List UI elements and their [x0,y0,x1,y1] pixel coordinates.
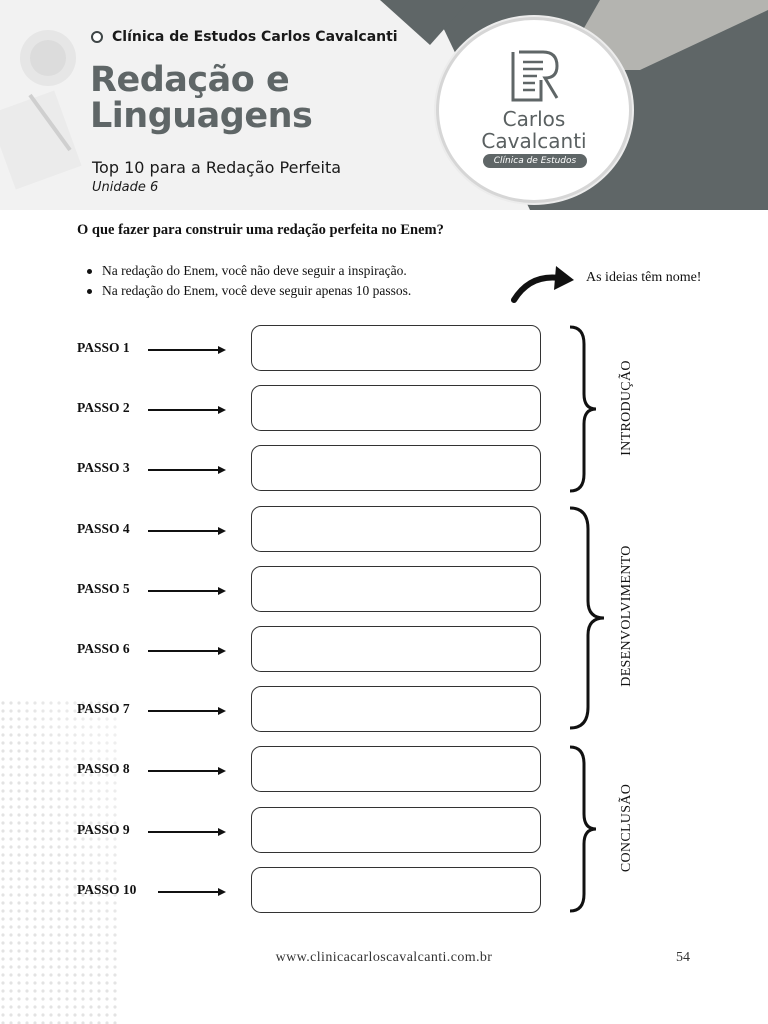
arrow-right-icon [148,586,226,596]
step-answer-box[interactable] [251,325,541,371]
document-logo-icon [439,20,629,110]
logo-name-line-2: Cavalcanti [481,129,587,153]
dot-pattern-decoration [0,700,120,1024]
step-answer-box[interactable] [251,686,541,732]
arrow-right-icon [148,405,226,415]
step-answer-box[interactable] [251,746,541,792]
unit-label: Unidade 6 [92,180,159,195]
section-label-conclusion: CONCLUSÃO [619,783,634,873]
arrow-right-icon [148,345,226,355]
step-answer-box[interactable] [251,506,541,552]
arrow-right-icon [158,887,226,897]
arrow-right-icon [148,646,226,656]
arrow-right-icon [148,827,226,837]
step-answer-box[interactable] [251,807,541,853]
ideas-note: As ideias têm nome! [586,270,702,285]
page-number: 54 [676,950,690,965]
brand-logo [436,17,632,203]
bullet-icon [87,269,92,274]
clinic-bullet-icon [91,31,103,43]
step-label: PASSO 10 [77,882,137,897]
clinic-name: Clínica de Estudos Carlos Cavalcanti [112,29,398,45]
arrow-right-icon [148,465,226,475]
title-line-2: Linguagens [90,96,313,136]
section-label-development: DESENVOLVIMENTO [619,545,634,687]
step-answer-box[interactable] [251,566,541,612]
step-label: PASSO 9 [77,822,130,837]
development-brace-icon [562,505,612,731]
step-answer-box[interactable] [251,626,541,672]
logo-badge: Clínica de Estudos [483,154,587,168]
step-label: PASSO 4 [77,521,130,536]
page-title [90,62,312,134]
step-label: PASSO 8 [77,761,130,776]
footer-url: www.clinicacarloscavalcanti.com.br [275,950,493,965]
list-item: Na redação do Enem, você não deve seguir a inspiração. [84,262,411,282]
page-header [0,0,768,210]
step-label: PASSO 2 [77,400,130,415]
step-label: PASSO 5 [77,581,130,596]
conclusion-brace-icon [562,744,602,914]
bullet-list [84,262,411,302]
arrow-right-icon [148,706,226,716]
title-line-1: Redação e [90,60,290,100]
list-item: Na redação do Enem, você deve seguir apenas 10 passos. [84,282,411,302]
arrow-right-icon [148,766,226,776]
step-answer-box[interactable] [251,445,541,491]
curved-arrow-icon [510,264,576,304]
step-label: PASSO 3 [77,460,130,475]
logo-name-line-1: Carlos [502,107,566,131]
section-label-intro: INTRODUÇÃO [619,360,634,456]
step-label: PASSO 1 [77,340,130,355]
main-question: O que fazer para construir uma redação perfeita no Enem? [77,222,444,238]
arrow-right-icon [148,526,226,536]
step-label: PASSO 7 [77,701,130,716]
page-subtitle: Top 10 para a Redação Perfeita [92,158,342,177]
step-answer-box[interactable] [251,385,541,431]
intro-brace-icon [562,324,602,494]
step-answer-box[interactable] [251,867,541,913]
bullet-icon [87,289,92,294]
step-label: PASSO 6 [77,641,130,656]
